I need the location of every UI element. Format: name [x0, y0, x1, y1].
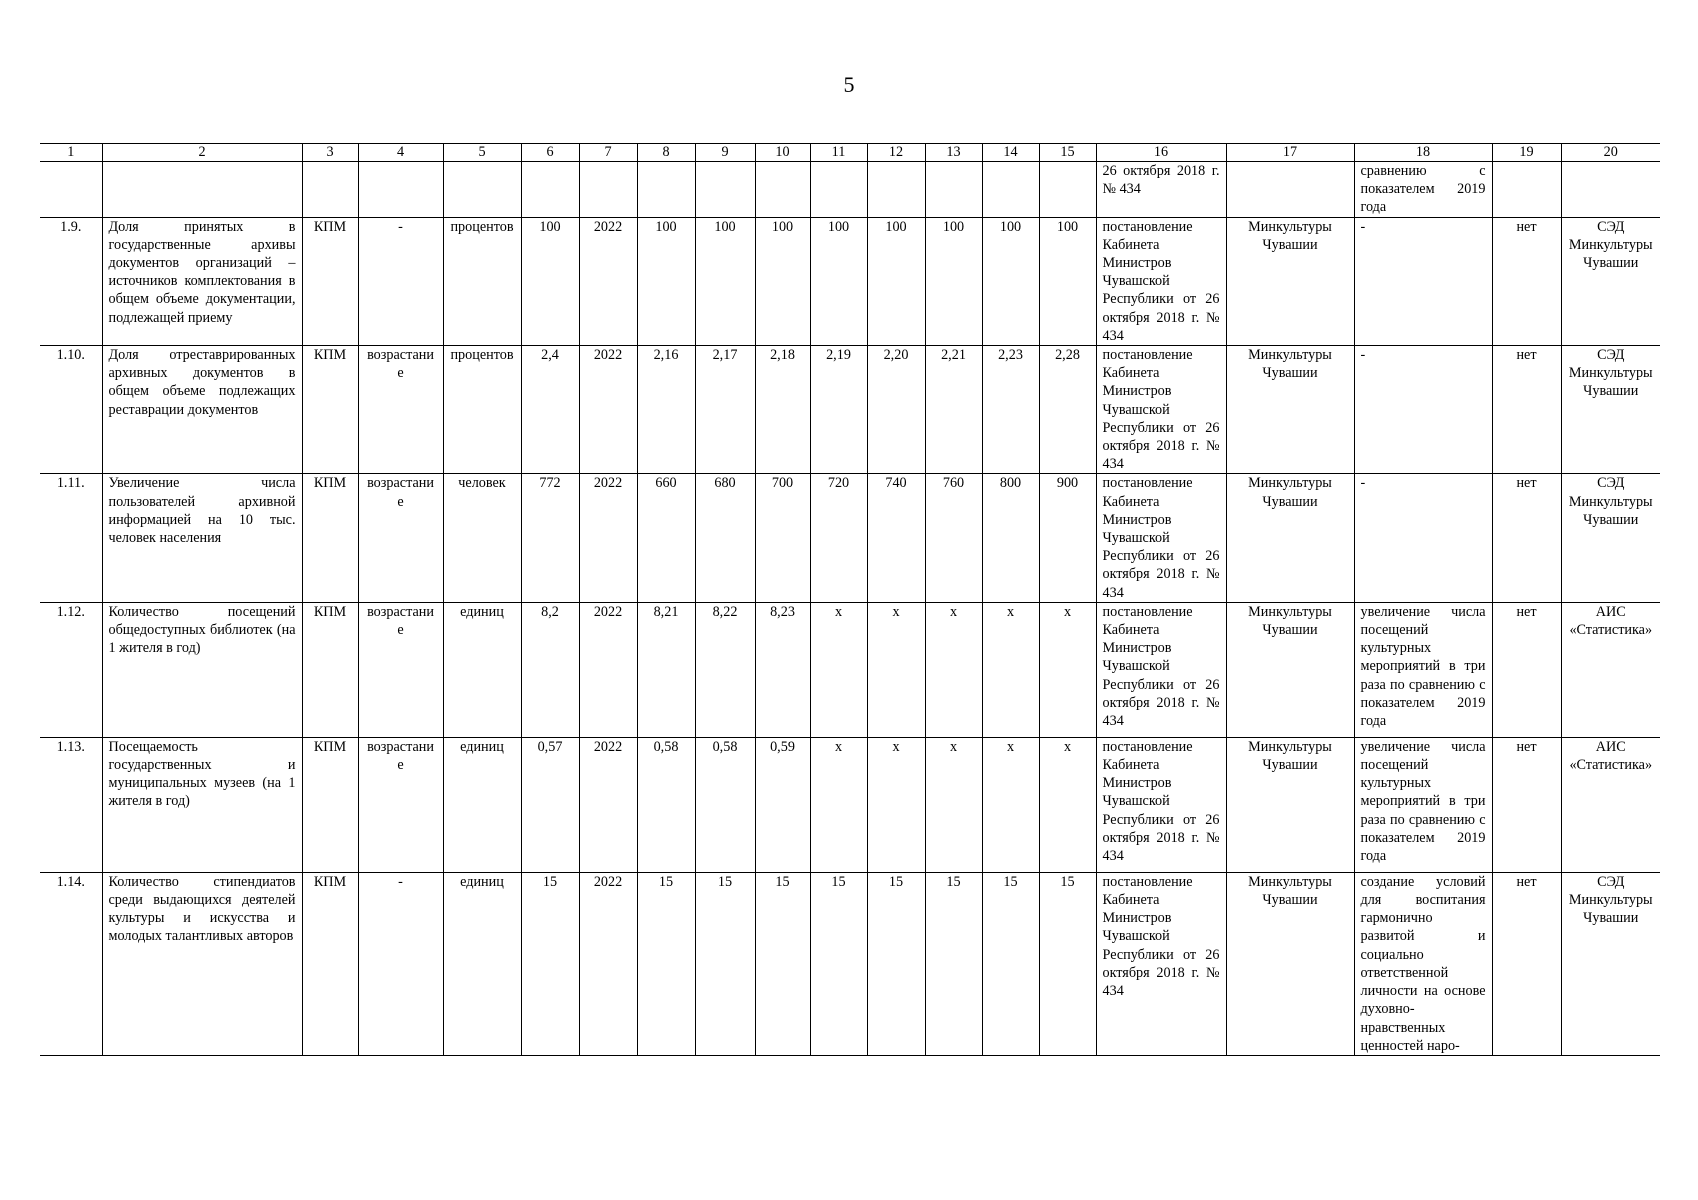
table-cell: нет: [1492, 346, 1561, 474]
table-cell: 100: [810, 217, 867, 345]
table-cell: Посещаемость государственных и муниципальных музеев (на 1 жителя в год): [102, 737, 302, 872]
table-cell: 15: [982, 872, 1039, 1055]
table-cell: 15: [925, 872, 982, 1055]
indicators-table: [40, 143, 1660, 1056]
table-cell: постановление Кабинета Министров Чувашской Республики от 26 октября 2018 г. № 434: [1096, 346, 1226, 474]
table-cell: постановление Кабинета Министров Чувашской Республики от 26 октября 2018 г. № 434: [1096, 602, 1226, 737]
table-cell: 100: [695, 217, 755, 345]
column-number-header: 18: [1354, 144, 1492, 162]
table-cell: [40, 162, 102, 218]
table-cell: 8,22: [695, 602, 755, 737]
table-cell: 100: [1039, 217, 1096, 345]
table-cell: Доля принятых в государственные архивы документов организаций – источников комплектования в общем объеме документации, подлежащей приему: [102, 217, 302, 345]
table-cell: процентов: [443, 346, 521, 474]
table-cell: [579, 162, 637, 218]
table-cell: [521, 162, 579, 218]
table-cell: 2,4: [521, 346, 579, 474]
table-cell: 700: [755, 474, 810, 602]
table-cell: 1.13.: [40, 737, 102, 872]
column-number-header: 8: [637, 144, 695, 162]
table-cell: 2,19: [810, 346, 867, 474]
page-number: 5: [843, 72, 855, 97]
table-cell: постановление Кабинета Министров Чувашской Республики от 26 октября 2018 г. № 434: [1096, 474, 1226, 602]
table-cell: 15: [755, 872, 810, 1055]
table-cell: 0,58: [695, 737, 755, 872]
table-cell: 2,16: [637, 346, 695, 474]
table-cell: 2,21: [925, 346, 982, 474]
table-cell: КПМ: [302, 872, 358, 1055]
table-cell: 15: [695, 872, 755, 1055]
table-cell: 2022: [579, 346, 637, 474]
table-cell: Минкультуры Чувашии: [1226, 737, 1354, 872]
column-number-header: 14: [982, 144, 1039, 162]
table-cell: [982, 162, 1039, 218]
column-number-header: 7: [579, 144, 637, 162]
table-cell: нет: [1492, 602, 1561, 737]
table-cell: возрастание: [358, 737, 443, 872]
table-cell: постановление Кабинета Министров Чувашской Республики от 26 октября 2018 г. № 434: [1096, 217, 1226, 345]
table-cell: x: [982, 737, 1039, 872]
table-cell: 15: [810, 872, 867, 1055]
column-number-header: 19: [1492, 144, 1561, 162]
table-cell: 100: [755, 217, 810, 345]
table-cell: создание условий для воспитания гармонично развитой и социально ответственной личности на основе духовно-нравственных ценностей наро-: [1354, 872, 1492, 1055]
table-cell: [925, 162, 982, 218]
table-cell: АИС «Статистика»: [1561, 602, 1660, 737]
table-cell: x: [810, 737, 867, 872]
table-cell: 100: [925, 217, 982, 345]
table-row: [40, 737, 1660, 872]
table-cell: [102, 162, 302, 218]
table-cell: 1.14.: [40, 872, 102, 1055]
table-cell: [755, 162, 810, 218]
table-cell: 720: [810, 474, 867, 602]
table-cell: СЭД Минкультуры Чувашии: [1561, 872, 1660, 1055]
table-cell: 772: [521, 474, 579, 602]
table-cell: нет: [1492, 872, 1561, 1055]
table-cell: КПМ: [302, 474, 358, 602]
table-cell: постановление Кабинета Министров Чувашской Республики от 26 октября 2018 г. № 434: [1096, 737, 1226, 872]
table-cell: -: [1354, 217, 1492, 345]
table-cell: возрастание: [358, 346, 443, 474]
table-cell: 2022: [579, 872, 637, 1055]
table-cell: 760: [925, 474, 982, 602]
table-cell: 100: [982, 217, 1039, 345]
table-cell: -: [358, 872, 443, 1055]
column-number-header: 6: [521, 144, 579, 162]
table-cell: возрастание: [358, 602, 443, 737]
table-cell: единиц: [443, 737, 521, 872]
table-cell: КПМ: [302, 602, 358, 737]
table-cell: человек: [443, 474, 521, 602]
table-cell: 0,58: [637, 737, 695, 872]
table-cell: сравнению с показателем 2019 года: [1354, 162, 1492, 218]
table-cell: [358, 162, 443, 218]
table-cell: x: [1039, 737, 1096, 872]
table-cell: единиц: [443, 602, 521, 737]
table-cell: [1039, 162, 1096, 218]
column-number-header: 4: [358, 144, 443, 162]
table-cell: нет: [1492, 474, 1561, 602]
column-number-header: 20: [1561, 144, 1660, 162]
table-cell: 100: [637, 217, 695, 345]
table-cell: 8,2: [521, 602, 579, 737]
table-cell: [867, 162, 925, 218]
table-cell: -: [1354, 474, 1492, 602]
table-cell: КПМ: [302, 737, 358, 872]
table-cell: 26 октября 2018 г. № 434: [1096, 162, 1226, 218]
table-row: [40, 162, 1660, 218]
table-cell: нет: [1492, 217, 1561, 345]
table-row: [40, 474, 1660, 602]
table-cell: СЭД Минкультуры Чувашии: [1561, 217, 1660, 345]
table-cell: 680: [695, 474, 755, 602]
table-cell: 15: [637, 872, 695, 1055]
column-number-header: 10: [755, 144, 810, 162]
table-cell: возрастание: [358, 474, 443, 602]
table-cell: 15: [521, 872, 579, 1055]
table-row: [40, 872, 1660, 1055]
table-cell: [810, 162, 867, 218]
table-cell: Минкультуры Чувашии: [1226, 872, 1354, 1055]
table-cell: 740: [867, 474, 925, 602]
table-cell: 1.10.: [40, 346, 102, 474]
table-cell: АИС «Статистика»: [1561, 737, 1660, 872]
table-cell: СЭД Минкультуры Чувашии: [1561, 474, 1660, 602]
table-cell: Минкультуры Чувашии: [1226, 346, 1354, 474]
table-cell: Доля отреставрированных архивных документов в общем объеме подлежащих реставрации документов: [102, 346, 302, 474]
column-number-header: 16: [1096, 144, 1226, 162]
column-number-header: 11: [810, 144, 867, 162]
table-cell: 660: [637, 474, 695, 602]
column-number-header: 2: [102, 144, 302, 162]
table-cell: процентов: [443, 217, 521, 345]
column-number-header: 13: [925, 144, 982, 162]
table-cell: 8,23: [755, 602, 810, 737]
table-cell: 800: [982, 474, 1039, 602]
column-number-header: 9: [695, 144, 755, 162]
column-number-header: 17: [1226, 144, 1354, 162]
column-number-header: 15: [1039, 144, 1096, 162]
table-cell: 100: [521, 217, 579, 345]
table-cell: 8,21: [637, 602, 695, 737]
table-cell: Увеличение числа пользователей архивной информацией на 10 тыс. человек населения: [102, 474, 302, 602]
table-cell: 1.12.: [40, 602, 102, 737]
column-number-header: 12: [867, 144, 925, 162]
table-cell: [1492, 162, 1561, 218]
table-cell: 2,20: [867, 346, 925, 474]
table-cell: 15: [1039, 872, 1096, 1055]
table-row: [40, 217, 1660, 345]
table-cell: 100: [867, 217, 925, 345]
table-cell: постановление Кабинета Министров Чувашской Республики от 26 октября 2018 г. № 434: [1096, 872, 1226, 1055]
table-cell: Минкультуры Чувашии: [1226, 217, 1354, 345]
table-cell: Количество посещений общедоступных библиотек (на 1 жителя в год): [102, 602, 302, 737]
table-cell: 0,57: [521, 737, 579, 872]
table-row: [40, 602, 1660, 737]
table-cell: x: [867, 602, 925, 737]
table-cell: -: [358, 217, 443, 345]
table-cell: КПМ: [302, 346, 358, 474]
table-cell: СЭД Минкультуры Чувашии: [1561, 346, 1660, 474]
table-cell: [637, 162, 695, 218]
table-cell: 2022: [579, 602, 637, 737]
table-cell: x: [982, 602, 1039, 737]
table-cell: 2,28: [1039, 346, 1096, 474]
column-number-header: 1: [40, 144, 102, 162]
table-cell: КПМ: [302, 217, 358, 345]
column-number-header: 3: [302, 144, 358, 162]
table-cell: Количество стипендиатов среди выдающихся деятелей культуры и искусства и молодых талантливых авторов: [102, 872, 302, 1055]
table-cell: увеличение числа посещений культурных мероприятий в три раза по сравнению с показателем 2019 года: [1354, 602, 1492, 737]
table-row: [40, 346, 1660, 474]
table-cell: 2022: [579, 474, 637, 602]
table-cell: нет: [1492, 737, 1561, 872]
table-cell: [1561, 162, 1660, 218]
table-cell: [1226, 162, 1354, 218]
table-cell: [443, 162, 521, 218]
table-cell: Минкультуры Чувашии: [1226, 474, 1354, 602]
column-number-header: 5: [443, 144, 521, 162]
table-cell: 2022: [579, 217, 637, 345]
table-cell: -: [1354, 346, 1492, 474]
table-cell: [302, 162, 358, 218]
table-cell: x: [810, 602, 867, 737]
table-cell: 15: [867, 872, 925, 1055]
table-cell: 1.11.: [40, 474, 102, 602]
table-cell: x: [867, 737, 925, 872]
table-cell: 2,17: [695, 346, 755, 474]
table-cell: 0,59: [755, 737, 810, 872]
table-header-row: [40, 144, 1660, 162]
table-cell: x: [925, 737, 982, 872]
table-cell: 2022: [579, 737, 637, 872]
table-cell: [695, 162, 755, 218]
table-cell: 1.9.: [40, 217, 102, 345]
table-cell: Минкультуры Чувашии: [1226, 602, 1354, 737]
table-cell: единиц: [443, 872, 521, 1055]
table-cell: увеличение числа посещений культурных мероприятий в три раза по сравнению с показателем 2019 года: [1354, 737, 1492, 872]
table-cell: 2,18: [755, 346, 810, 474]
table-cell: x: [925, 602, 982, 737]
table-cell: 900: [1039, 474, 1096, 602]
table-cell: 2,23: [982, 346, 1039, 474]
table-cell: x: [1039, 602, 1096, 737]
